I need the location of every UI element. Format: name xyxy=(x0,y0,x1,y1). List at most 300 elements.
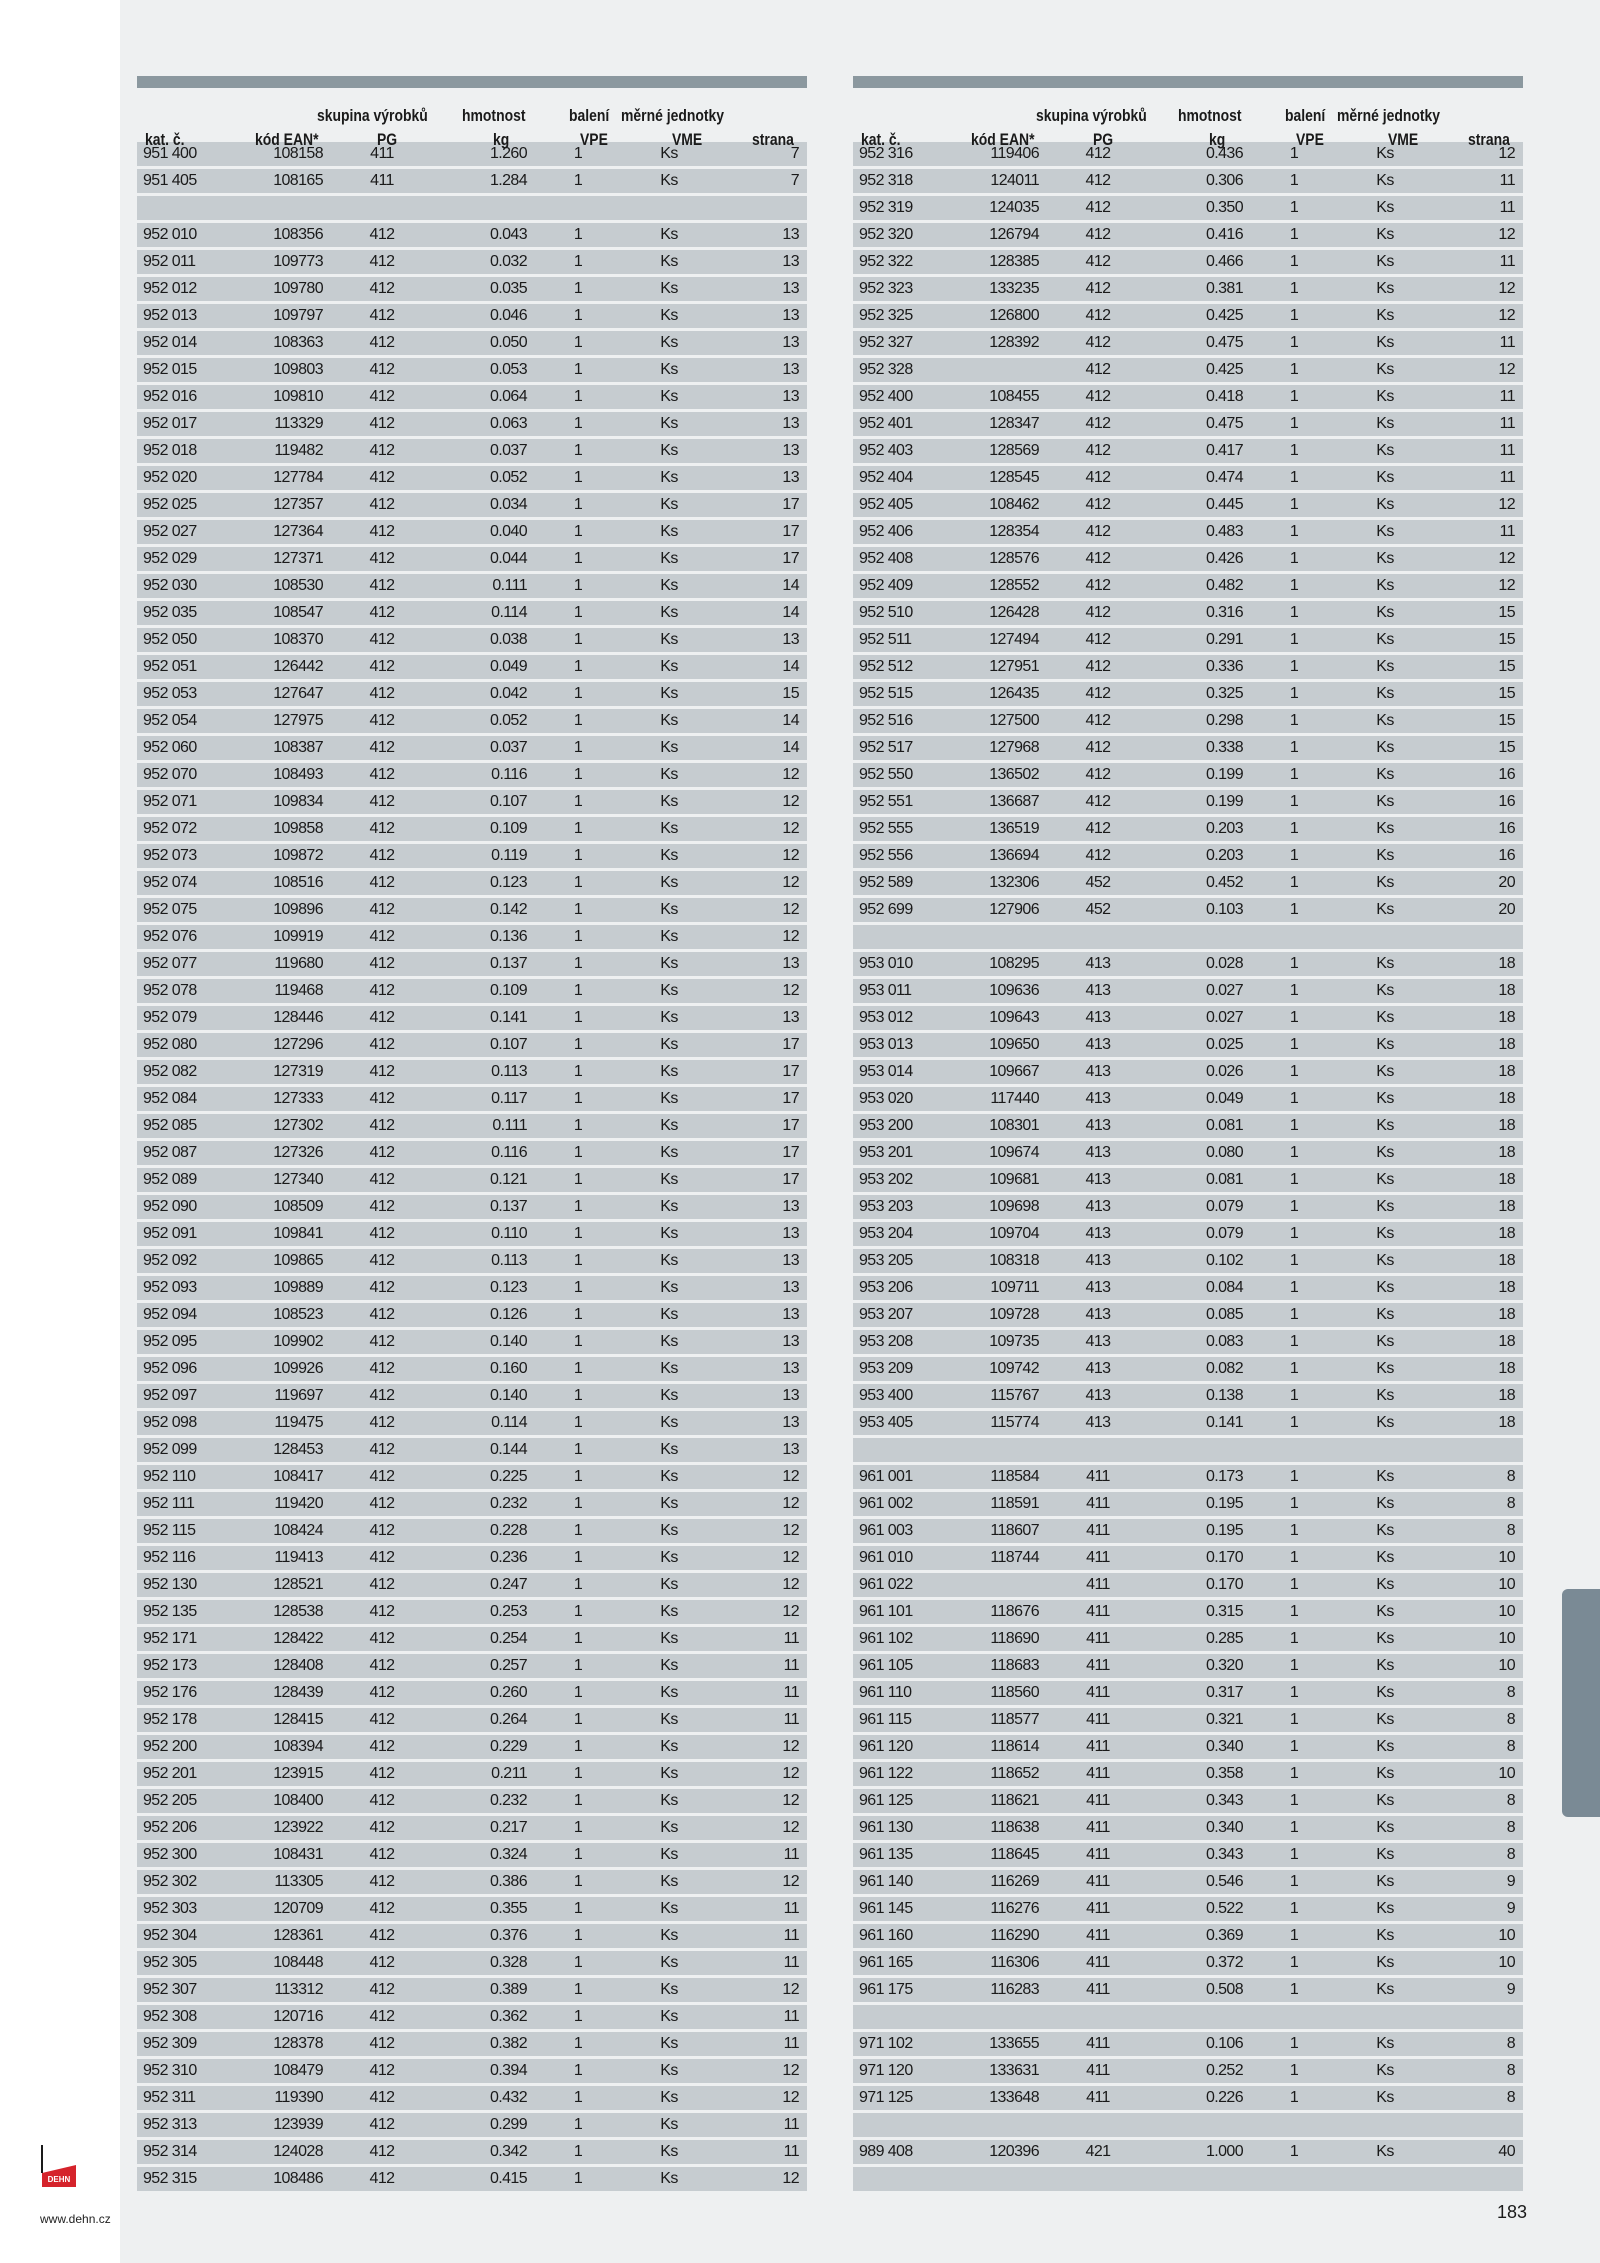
page-ref: 8 xyxy=(1435,1734,1523,1761)
ean-code: 109650 xyxy=(953,1032,1053,1059)
table-row xyxy=(853,357,1523,384)
page-ref: 13 xyxy=(719,249,807,276)
cat-number: 953 010 xyxy=(853,951,953,978)
page-ref: 13 xyxy=(719,1437,807,1464)
page-ref: 11 xyxy=(719,1923,807,1950)
page-ref: 13 xyxy=(719,1248,807,1275)
product-group: 412 xyxy=(337,1950,427,1977)
product-group: 413 xyxy=(1053,1410,1143,1437)
product-group: 412 xyxy=(1053,168,1143,195)
ean-code: 124035 xyxy=(953,195,1053,222)
table-row xyxy=(137,303,807,330)
unit-vme: Ks xyxy=(1335,1302,1435,1329)
table-row xyxy=(137,1221,807,1248)
product-group xyxy=(337,195,427,222)
unit-vme: Ks xyxy=(619,681,719,708)
unit-vme: Ks xyxy=(1335,1275,1435,1302)
table-row xyxy=(853,654,1523,681)
packing-vpe: 1 xyxy=(1253,1005,1335,1032)
unit-vme: Ks xyxy=(619,384,719,411)
page-ref: 11 xyxy=(719,1842,807,1869)
unit-vme: Ks xyxy=(1335,789,1435,816)
right-product-table xyxy=(853,142,1523,2194)
packing-vpe: 1 xyxy=(1253,1113,1335,1140)
table-row xyxy=(853,1329,1523,1356)
weight-kg: 0.546 xyxy=(1143,1869,1253,1896)
weight-kg: 0.080 xyxy=(1143,1140,1253,1167)
packing-vpe: 1 xyxy=(537,627,619,654)
unit-vme: Ks xyxy=(619,492,719,519)
packing-vpe: 1 xyxy=(537,1977,619,2004)
table-row xyxy=(137,2112,807,2139)
product-group: 413 xyxy=(1053,951,1143,978)
ean-code: 115774 xyxy=(953,1410,1053,1437)
ean-code: 128408 xyxy=(237,1653,337,1680)
table-row xyxy=(853,1734,1523,1761)
packing-vpe: 1 xyxy=(537,384,619,411)
product-group: 412 xyxy=(337,1356,427,1383)
unit-vme: Ks xyxy=(619,1167,719,1194)
table-row xyxy=(853,465,1523,492)
page-ref: 13 xyxy=(719,627,807,654)
page-ref: 12 xyxy=(1435,276,1523,303)
cat-number: 952 077 xyxy=(137,951,237,978)
cat-number: 952 323 xyxy=(853,276,953,303)
product-group: 412 xyxy=(337,1815,427,1842)
ean-code: 119482 xyxy=(237,438,337,465)
product-group: 411 xyxy=(337,142,427,168)
page-ref: 13 xyxy=(719,1275,807,1302)
packing-vpe: 1 xyxy=(537,411,619,438)
page-ref: 15 xyxy=(1435,708,1523,735)
product-group: 412 xyxy=(337,1842,427,1869)
page-ref: 18 xyxy=(1435,1140,1523,1167)
unit-vme: Ks xyxy=(619,627,719,654)
ean-code: 108318 xyxy=(953,1248,1053,1275)
weight-kg: 0.203 xyxy=(1143,843,1253,870)
unit-vme: Ks xyxy=(619,654,719,681)
product-group: 412 xyxy=(337,1275,427,1302)
weight-kg: 0.324 xyxy=(427,1842,537,1869)
packing-vpe: 1 xyxy=(537,1410,619,1437)
table-row xyxy=(853,1356,1523,1383)
page-ref: 10 xyxy=(1435,1626,1523,1653)
ean-code: 127340 xyxy=(237,1167,337,1194)
page-ref: 17 xyxy=(719,1113,807,1140)
product-group: 412 xyxy=(337,1761,427,1788)
packing-vpe: 1 xyxy=(1253,1410,1335,1437)
page-ref: 9 xyxy=(1435,1977,1523,2004)
table-row xyxy=(137,897,807,924)
packing-vpe: 1 xyxy=(537,492,619,519)
page-ref: 18 xyxy=(1435,1059,1523,1086)
page-ref: 40 xyxy=(1435,2139,1523,2166)
cat-number: 952 409 xyxy=(853,573,953,600)
page-ref: 12 xyxy=(1435,546,1523,573)
weight-kg: 0.232 xyxy=(427,1491,537,1518)
weight-kg: 0.475 xyxy=(1143,411,1253,438)
weight-kg: 0.350 xyxy=(1143,195,1253,222)
cat-number: 971 125 xyxy=(853,2085,953,2112)
table-row xyxy=(853,789,1523,816)
table-row xyxy=(853,1140,1523,1167)
packing-vpe: 1 xyxy=(1253,789,1335,816)
unit-vme: Ks xyxy=(1335,654,1435,681)
weight-kg: 0.362 xyxy=(427,2004,537,2031)
packing-vpe: 1 xyxy=(1253,1572,1335,1599)
table-row xyxy=(853,1464,1523,1491)
product-group: 412 xyxy=(1053,627,1143,654)
product-group: 412 xyxy=(1053,492,1143,519)
page-ref: 12 xyxy=(1435,357,1523,384)
unit-vme: Ks xyxy=(619,816,719,843)
table-row xyxy=(853,1626,1523,1653)
left-margin xyxy=(0,0,120,2263)
table-row xyxy=(853,1869,1523,1896)
header-bar xyxy=(137,76,807,88)
unit-vme: Ks xyxy=(1335,816,1435,843)
unit-vme: Ks xyxy=(619,1815,719,1842)
cat-number: 952 050 xyxy=(137,627,237,654)
ean-code: 116290 xyxy=(953,1923,1053,1950)
weight-kg: 0.140 xyxy=(427,1329,537,1356)
table-row xyxy=(137,1572,807,1599)
table-row xyxy=(137,627,807,654)
product-group: 412 xyxy=(337,1788,427,1815)
product-group: 412 xyxy=(1053,789,1143,816)
table-row xyxy=(853,1113,1523,1140)
packing-vpe: 1 xyxy=(1253,1086,1335,1113)
ean-code: 120709 xyxy=(237,1896,337,1923)
product-group: 413 xyxy=(1053,1329,1143,1356)
packing-vpe: 1 xyxy=(1253,1869,1335,1896)
ean-code: 116269 xyxy=(953,1869,1053,1896)
weight-kg: 0.064 xyxy=(427,384,537,411)
product-group: 411 xyxy=(337,168,427,195)
cat-number: 952 200 xyxy=(137,1734,237,1761)
table-row xyxy=(137,951,807,978)
product-group: 412 xyxy=(1053,519,1143,546)
page-ref: 12 xyxy=(719,2085,807,2112)
table-row xyxy=(853,330,1523,357)
page-ref: 13 xyxy=(719,411,807,438)
packing-vpe: 1 xyxy=(1253,681,1335,708)
cat-number: 952 090 xyxy=(137,1194,237,1221)
ean-code: 109643 xyxy=(953,1005,1053,1032)
weight-kg: 0.389 xyxy=(427,1977,537,2004)
unit-vme: Ks xyxy=(619,789,719,816)
page-ref: 8 xyxy=(1435,1707,1523,1734)
page-ref: 8 xyxy=(1435,1464,1523,1491)
unit-vme: Ks xyxy=(619,222,719,249)
ean-code: 136687 xyxy=(953,789,1053,816)
ean-code: 108547 xyxy=(237,600,337,627)
packing-vpe: 1 xyxy=(537,1869,619,1896)
packing-vpe: 1 xyxy=(537,546,619,573)
packing-vpe: 1 xyxy=(537,600,619,627)
page-ref: 11 xyxy=(1435,195,1523,222)
packing-vpe: 1 xyxy=(537,1572,619,1599)
ean-code: 132306 xyxy=(953,870,1053,897)
packing-vpe: 1 xyxy=(1253,195,1335,222)
page-ref: 15 xyxy=(1435,681,1523,708)
cat-number: 952 098 xyxy=(137,1410,237,1437)
product-group: 412 xyxy=(337,222,427,249)
product-group: 412 xyxy=(1053,195,1143,222)
unit-vme: Ks xyxy=(1335,1734,1435,1761)
product-group: 412 xyxy=(337,1329,427,1356)
ean-code: 127333 xyxy=(237,1086,337,1113)
cat-number: 952 018 xyxy=(137,438,237,465)
ean-code: 128392 xyxy=(953,330,1053,357)
unit-vme: Ks xyxy=(1335,1761,1435,1788)
ean-code: 108486 xyxy=(237,2166,337,2193)
unit-vme: Ks xyxy=(619,1032,719,1059)
product-group: 411 xyxy=(1053,1869,1143,1896)
unit-vme: Ks xyxy=(1335,1680,1435,1707)
unit-vme: Ks xyxy=(1335,1977,1435,2004)
page-ref: 12 xyxy=(719,1977,807,2004)
cat-number: 952 071 xyxy=(137,789,237,816)
weight-kg: 0.475 xyxy=(1143,330,1253,357)
packing-vpe: 1 xyxy=(537,2166,619,2193)
unit-vme: Ks xyxy=(1335,897,1435,924)
table-row xyxy=(137,600,807,627)
unit-vme: Ks xyxy=(1335,1410,1435,1437)
table-row xyxy=(853,1572,1523,1599)
table-row xyxy=(137,411,807,438)
table-row xyxy=(137,142,807,168)
page-ref: 17 xyxy=(719,1140,807,1167)
ean-code: 108363 xyxy=(237,330,337,357)
table-row xyxy=(137,2058,807,2085)
product-group: 412 xyxy=(1053,546,1143,573)
cat-number: 961 130 xyxy=(853,1815,953,1842)
ean-code: 133655 xyxy=(953,2031,1053,2058)
packing-vpe: 1 xyxy=(537,1545,619,1572)
unit-vme: Ks xyxy=(619,357,719,384)
weight-kg: 0.445 xyxy=(1143,492,1253,519)
header-vpe-line1: balení xyxy=(1285,106,1326,125)
page-ref: 18 xyxy=(1435,978,1523,1005)
table-row xyxy=(137,1032,807,1059)
packing-vpe: 1 xyxy=(1253,762,1335,789)
packing-vpe: 1 xyxy=(537,1518,619,1545)
product-group: 412 xyxy=(337,1572,427,1599)
packing-vpe: 1 xyxy=(537,1356,619,1383)
packing-vpe: 1 xyxy=(537,1599,619,1626)
product-group: 412 xyxy=(1053,816,1143,843)
spacer-row xyxy=(853,924,1523,951)
cat-number: 953 201 xyxy=(853,1140,953,1167)
product-group: 412 xyxy=(337,1680,427,1707)
cat-number: 953 020 xyxy=(853,1086,953,1113)
packing-vpe: 1 xyxy=(537,843,619,870)
page-ref: 12 xyxy=(719,2166,807,2193)
table-row xyxy=(137,1950,807,1977)
table-row xyxy=(853,384,1523,411)
table-row xyxy=(853,681,1523,708)
unit-vme: Ks xyxy=(1335,573,1435,600)
page-ref: 11 xyxy=(719,2112,807,2139)
page-ref: 18 xyxy=(1435,1194,1523,1221)
ean-code: 118690 xyxy=(953,1626,1053,1653)
packing-vpe: 1 xyxy=(1253,2085,1335,2112)
unit-vme: Ks xyxy=(619,1383,719,1410)
cat-number xyxy=(853,2112,953,2139)
cat-number: 952 408 xyxy=(853,546,953,573)
ean-code: 109698 xyxy=(953,1194,1053,1221)
cat-number: 952 511 xyxy=(853,627,953,654)
page-ref: 10 xyxy=(1435,1599,1523,1626)
cat-number: 952 092 xyxy=(137,1248,237,1275)
cat-number: 952 308 xyxy=(137,2004,237,2031)
unit-vme: Ks xyxy=(1335,330,1435,357)
packing-vpe: 1 xyxy=(537,1032,619,1059)
ean-code: 126794 xyxy=(953,222,1053,249)
unit-vme: Ks xyxy=(619,843,719,870)
weight-kg: 0.257 xyxy=(427,1653,537,1680)
product-group: 412 xyxy=(337,276,427,303)
unit-vme: Ks xyxy=(619,762,719,789)
product-group: 412 xyxy=(337,2085,427,2112)
page-ref: 13 xyxy=(719,222,807,249)
product-group: 413 xyxy=(1053,1194,1143,1221)
ean-code: 119420 xyxy=(237,1491,337,1518)
unit-vme: Ks xyxy=(619,276,719,303)
page-ref: 12 xyxy=(1435,142,1523,168)
ean-code: 108158 xyxy=(237,142,337,168)
ean-code: 109681 xyxy=(953,1167,1053,1194)
page-ref: 17 xyxy=(719,1059,807,1086)
cat-number: 952 515 xyxy=(853,681,953,708)
table-row xyxy=(137,1734,807,1761)
unit-vme: Ks xyxy=(619,1140,719,1167)
product-group: 412 xyxy=(337,1923,427,1950)
unit-vme: Ks xyxy=(619,2139,719,2166)
weight-kg: 0.110 xyxy=(427,1221,537,1248)
table-row xyxy=(853,1302,1523,1329)
page-ref: 11 xyxy=(719,1896,807,1923)
spacer-row xyxy=(137,195,807,222)
weight-kg: 0.355 xyxy=(427,1896,537,1923)
website-url[interactable]: www.dehn.cz xyxy=(40,2212,111,2226)
product-group: 412 xyxy=(337,789,427,816)
packing-vpe: 1 xyxy=(537,789,619,816)
table-row xyxy=(853,1248,1523,1275)
ean-code xyxy=(953,1437,1053,1464)
unit-vme: Ks xyxy=(619,438,719,465)
weight-kg: 0.170 xyxy=(1143,1545,1253,1572)
page-ref: 18 xyxy=(1435,1302,1523,1329)
table-row xyxy=(137,1599,807,1626)
product-group: 412 xyxy=(337,762,427,789)
cat-number: 953 205 xyxy=(853,1248,953,1275)
cat-number: 952 094 xyxy=(137,1302,237,1329)
product-group: 412 xyxy=(337,1653,427,1680)
unit-vme: Ks xyxy=(1335,951,1435,978)
page-ref: 14 xyxy=(719,600,807,627)
product-group xyxy=(1053,2166,1143,2193)
page-ref: 12 xyxy=(719,1599,807,1626)
packing-vpe: 1 xyxy=(1253,573,1335,600)
product-group xyxy=(1053,2112,1143,2139)
ean-code: 117440 xyxy=(953,1086,1053,1113)
page-ref: 8 xyxy=(1435,2085,1523,2112)
cat-number: 971 102 xyxy=(853,2031,953,2058)
cat-number: 952 517 xyxy=(853,735,953,762)
packing-vpe: 1 xyxy=(537,2085,619,2112)
unit-vme: Ks xyxy=(1335,1329,1435,1356)
table-row xyxy=(853,1221,1523,1248)
unit-vme: Ks xyxy=(1335,222,1435,249)
cat-number: 952 093 xyxy=(137,1275,237,1302)
packing-vpe: 1 xyxy=(1253,438,1335,465)
table-row xyxy=(137,1545,807,1572)
table-row xyxy=(137,789,807,816)
cat-number: 961 175 xyxy=(853,1977,953,2004)
packing-vpe: 1 xyxy=(537,2031,619,2058)
product-group: 412 xyxy=(1053,681,1143,708)
page-ref: 13 xyxy=(719,951,807,978)
page-ref: 12 xyxy=(1435,303,1523,330)
unit-vme: Ks xyxy=(619,1653,719,1680)
ean-code: 108455 xyxy=(953,384,1053,411)
cat-number: 952 096 xyxy=(137,1356,237,1383)
cat-number: 952 097 xyxy=(137,1383,237,1410)
unit-vme: Ks xyxy=(1335,2058,1435,2085)
unit-vme: Ks xyxy=(1335,303,1435,330)
product-group: 412 xyxy=(337,1248,427,1275)
cat-number: 952 327 xyxy=(853,330,953,357)
unit-vme: Ks xyxy=(1335,1572,1435,1599)
table-row xyxy=(853,249,1523,276)
spacer-row xyxy=(853,2112,1523,2139)
ean-code: 123915 xyxy=(237,1761,337,1788)
ean-code: 118607 xyxy=(953,1518,1053,1545)
cat-number: 952 328 xyxy=(853,357,953,384)
product-group: 412 xyxy=(337,1464,427,1491)
weight-kg: 0.121 xyxy=(427,1167,537,1194)
section-tab-marker[interactable] xyxy=(1562,1589,1600,1817)
ean-code: 109919 xyxy=(237,924,337,951)
unit-vme: Ks xyxy=(1335,2085,1435,2112)
weight-kg: 0.037 xyxy=(427,438,537,465)
cat-number: 952 311 xyxy=(137,2085,237,2112)
product-group: 413 xyxy=(1053,1356,1143,1383)
unit-vme: Ks xyxy=(1335,1113,1435,1140)
unit-vme: Ks xyxy=(1335,1707,1435,1734)
ean-code: 108530 xyxy=(237,573,337,600)
product-group: 412 xyxy=(1053,276,1143,303)
packing-vpe: 1 xyxy=(537,249,619,276)
product-group: 411 xyxy=(1053,1464,1143,1491)
page-ref: 11 xyxy=(1435,330,1523,357)
ean-code: 109636 xyxy=(953,978,1053,1005)
product-group: 411 xyxy=(1053,1626,1143,1653)
cat-number: 953 013 xyxy=(853,1032,953,1059)
table-row xyxy=(137,1626,807,1653)
page-ref: 12 xyxy=(719,870,807,897)
packing-vpe: 1 xyxy=(537,1788,619,1815)
packing-vpe: 1 xyxy=(1253,1032,1335,1059)
page-ref: 16 xyxy=(1435,816,1523,843)
table-row xyxy=(137,1410,807,1437)
page-ref xyxy=(1435,924,1523,951)
packing-vpe: 1 xyxy=(537,1275,619,1302)
cat-number: 961 102 xyxy=(853,1626,953,1653)
weight-kg: 0.321 xyxy=(1143,1707,1253,1734)
